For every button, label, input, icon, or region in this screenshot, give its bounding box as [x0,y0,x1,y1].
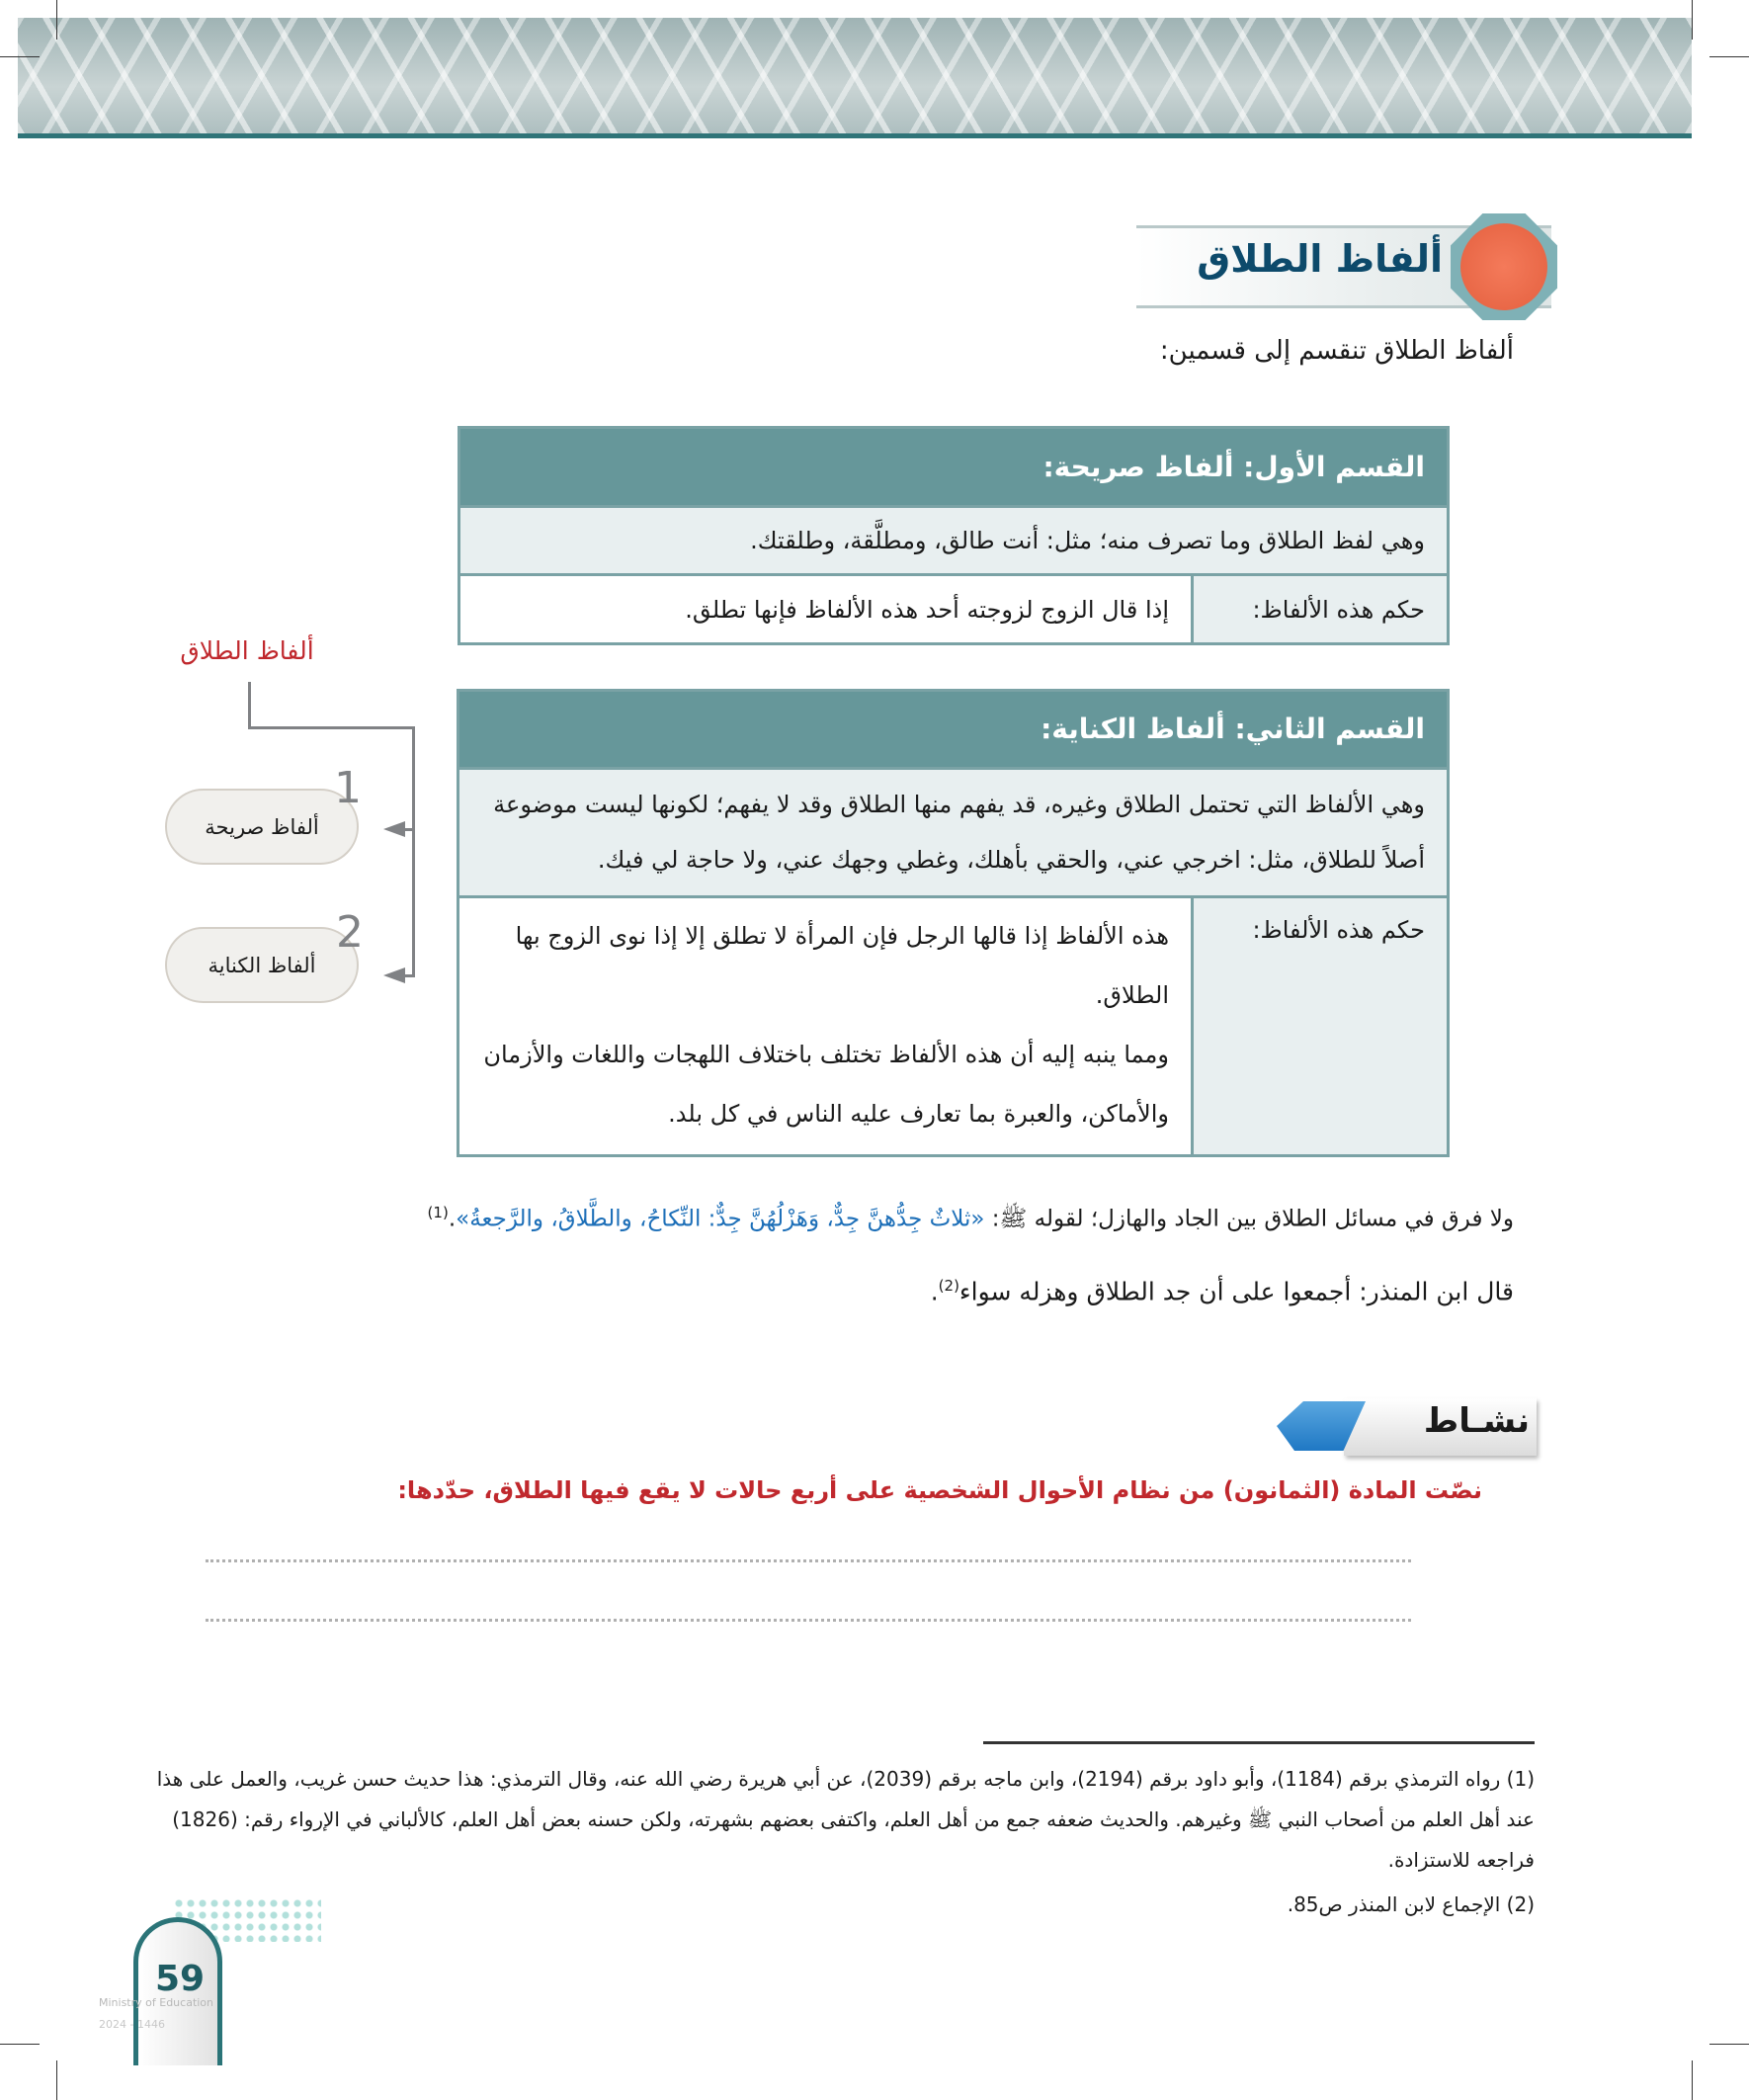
header-banner [18,18,1692,138]
diagram-item-number: 2 [336,907,364,958]
activity-label: نشـاط [1423,1401,1530,1441]
diagram-item-label: ألفاظ الكناية [208,953,316,977]
section2-description: وهي الألفاظ التي تحتمل الطلاق وغيره، قد يفهم منها الطلاق وقد لا يفهم؛ لكونها ليست موضوعة أصلاً للطلاق، مثل: اخرجي عني، والحقي بأهلك، وغطي وجهك عني، ولا حاجة لي فيك. [458,769,1449,897]
crop-mark [0,2044,40,2045]
crop-mark [56,2060,57,2100]
ministry-logo [99,1897,336,2046]
activity-question: نصّت المادة (الثمانون) من نظام الأحوال الشخصية على أربع حالات لا يقع فيها الطلاق، حدّدها: [397,1476,1482,1504]
diagram-connector [412,726,415,977]
footnote-ref[interactable]: (2) [938,1277,959,1295]
footnote-ref[interactable]: (1) [427,1204,449,1221]
section1-rule-label: حكم هذه الألفاظ: [1193,575,1449,644]
footnote-1: (1) رواه الترمذي برقم (1184)، وأبو داود برقم (2194)، وابن ماجه برقم (2039)، عن أبي هريرة رضي الله عنه، وقال الترمذي: هذا حديث حسن غريب، والعمل على هذا عند أهل العلم من أصحاب النبي ﷺ وغيرهم. والحديث ضعفه جمع من أهل العلم، واكتفى بعضهم بشهرته، ولكن حسنه بعض أهل العلم، كالألباني في الإرواء رقم: (1826) فراجعه للاستزادة. [156,1767,1535,1872]
arrow-left-icon [383,967,405,983]
diagram-item-label: ألفاظ صريحة [205,814,319,839]
crop-mark [0,56,40,57]
footnote-divider [983,1741,1535,1744]
diagram-title: ألفاظ الطلاق [180,636,314,665]
lesson-intro: ألفاظ الطلاق تنقسم إلى قسمين: [1159,336,1514,366]
diagram-item-metaphorical [165,927,359,1003]
section1-header: القسم الأول: ألفاظ صريحة: [459,428,1449,507]
section2-rule-label: حكم هذه الألفاظ: [1193,897,1449,1156]
diagram-item-explicit [165,789,359,865]
footnote-2: (2) الإجماع لابن المنذر ص85. [1287,1892,1535,1916]
section2-rule-text-2: ومما ينبه إليه أن هذه الألفاظ تختلف باختلاف اللهجات واللغات والأزمان والأماكن، والعبرة بما تعارف عليه الناس في كل بلد. [483,1041,1169,1128]
crop-mark [56,0,57,40]
arrow-left-icon [383,821,405,837]
section2-rule-text-1: هذه الألفاظ إذا قالها الرجل فإن المرأة لا تطلق إلا إذا نوى الزوج بها الطلاق. [515,922,1169,1009]
ijma-text: قال ابن المنذر: أجمعوا على أن جد الطلاق وهزله سواء [958,1277,1514,1306]
crop-mark [1692,2060,1693,2100]
hadith-text: «ثلاثٌ جِدُّهنَّ جِدٌّ، وَهَزْلُهُنَّ جِدٌّ: النِّكاحُ، والطَّلاقُ، والرَّجعةُ» [456,1206,985,1232]
crop-mark [1709,2044,1749,2045]
section2-header: القسم الثاني: ألفاظ الكناية: [458,691,1449,769]
section1-description: وهي لفظ الطلاق وما تصرف منه؛ مثل: أنت طالق، ومطلَّقة، وطلقتك. [459,507,1449,575]
lesson-title: ألفاظ الطلاق [1197,237,1443,281]
section1-rule-text: إذا قال الزوج لزوجته أحد هذه الألفاظ فإنها تطلق. [459,575,1193,644]
diagram-connector [248,726,415,729]
answer-line[interactable] [206,1619,1411,1622]
diagram-connector [248,682,251,729]
ornament-center-icon [1460,223,1547,310]
hadith-intro: ولا فرق في مسائل الطلاق بين الجاد والهازل؛ لقوله ﷺ: [984,1206,1514,1232]
logo-en: Ministry of Education [99,1996,214,2009]
section1-table [458,426,1450,645]
hadith-paragraph: ولا فرق في مسائل الطلاق بين الجاد والهازل؛ لقوله ﷺ: «ثلاثٌ جِدُّهنَّ جِدٌّ، وَهَزْلُهُنَّ جِدٌّ: النِّكاحُ، والطَّلاقُ، والرَّجعةُ».$^{(1)}$ [427,1204,1514,1232]
ijma-paragraph: قال ابن المنذر: أجمعوا على أن جد الطلاق وهزله سواء$^{(2)}$. [930,1277,1514,1306]
crop-mark [1692,0,1693,40]
logo-year: 2024 - 1446 [99,2018,165,2031]
page-number: 59 [155,1959,206,1999]
crop-mark [1709,56,1749,57]
diagram-item-number: 1 [334,763,362,813]
answer-line[interactable] [206,1559,1411,1562]
section2-table [457,689,1450,1157]
